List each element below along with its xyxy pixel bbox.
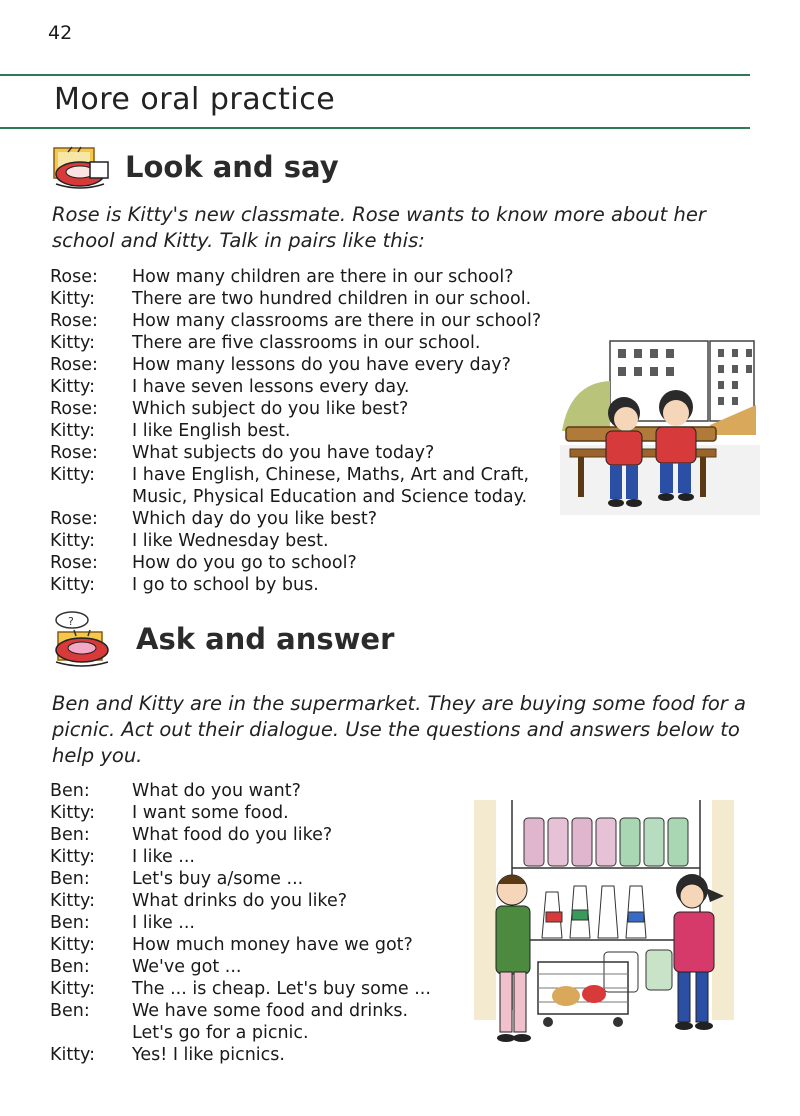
bottom-rule	[0, 127, 750, 129]
speaker: Ben:	[50, 781, 90, 801]
speaker: Ben:	[50, 869, 90, 889]
dialogue-line	[50, 552, 541, 574]
dialogue-line	[50, 912, 431, 934]
dialogue-line	[50, 1044, 431, 1066]
dialogue-line	[50, 310, 541, 332]
section-title-look-and-say: Look and say	[125, 150, 339, 184]
utterance: How much money have we got?	[132, 935, 413, 955]
top-rule	[0, 74, 750, 76]
utterance: I like English best.	[132, 421, 291, 441]
speaker: Kitty:	[50, 847, 96, 867]
dialogue-line	[50, 464, 541, 486]
dialogue-ask-and-answer	[50, 780, 431, 1066]
dialogue-line	[50, 956, 431, 978]
dialogue-line	[50, 890, 431, 912]
speaker: Kitty:	[50, 421, 96, 441]
dialogue-line	[50, 780, 431, 802]
utterance: I go to school by bus.	[132, 575, 319, 595]
dialogue-line	[50, 398, 541, 420]
speaker: Kitty:	[50, 333, 96, 353]
speaker: Kitty:	[50, 935, 96, 955]
utterance: What do you want?	[132, 781, 301, 801]
dialogue-line	[50, 978, 431, 1000]
utterance: Let's buy a/some ...	[132, 869, 304, 889]
dialogue-line	[50, 824, 431, 846]
utterance: I have seven lessons every day.	[132, 377, 410, 397]
utterance: I want some food.	[132, 803, 289, 823]
dialogue-line	[50, 802, 431, 824]
utterance: We have some food and drinks.	[132, 1001, 409, 1021]
dialogue-line	[50, 420, 541, 442]
speaker: Rose:	[50, 509, 98, 529]
utterance: I have English, Chinese, Maths, Art and Craft,	[132, 465, 530, 485]
question-bubble-teacher-icon	[50, 610, 114, 670]
utterance: There are two hundred children in our school.	[132, 289, 532, 309]
dialogue-line	[50, 1022, 431, 1044]
utterance: Yes! I like picnics.	[132, 1045, 285, 1065]
speaker: Kitty:	[50, 891, 96, 911]
utterance: Which day do you like best?	[132, 509, 378, 529]
dialogue-line	[50, 868, 431, 890]
page-number: 42	[48, 22, 73, 44]
utterance: The ... is cheap. Let's buy some ...	[132, 979, 431, 999]
utterance: What subjects do you have today?	[132, 443, 435, 463]
utterance: What food do you like?	[132, 825, 333, 845]
utterance: There are five classrooms in our school.	[132, 333, 481, 353]
dialogue-line	[50, 486, 541, 508]
girls-on-bench-illustration	[560, 335, 760, 515]
intro-look-and-say: Rose is Kitty's new classmate. Rose wants to know more about her school and Kitty. Talk in pairs like this:	[52, 203, 706, 252]
utterance: Music, Physical Education and Science today.	[132, 487, 528, 507]
chapter-title: More oral practice	[54, 82, 336, 117]
speaker: Rose:	[50, 267, 98, 287]
speaker: Kitty:	[50, 289, 96, 309]
speaker: Rose:	[50, 355, 98, 375]
utterance: I like Wednesday best.	[132, 531, 329, 551]
utterance: How do you go to school?	[132, 553, 357, 573]
dialogue-line	[50, 332, 541, 354]
dialogue-line	[50, 846, 431, 868]
dialogue-line	[50, 1000, 431, 1022]
dialogue-line	[50, 288, 541, 310]
speaker	[50, 486, 132, 508]
dialogue-line	[50, 442, 541, 464]
section-title-ask-and-answer: Ask and answer	[136, 622, 395, 656]
speaker	[50, 1022, 132, 1044]
speaker: Rose:	[50, 399, 98, 419]
teacher-at-desk-icon	[50, 146, 112, 190]
speaker: Kitty:	[50, 803, 96, 823]
dialogue-line	[50, 266, 541, 288]
utterance: What drinks do you like?	[132, 891, 347, 911]
speaker: Ben:	[50, 825, 90, 845]
utterance: I like ...	[132, 847, 195, 867]
dialogue-look-and-say	[50, 266, 541, 596]
speaker: Rose:	[50, 443, 98, 463]
speaker: Ben:	[50, 957, 90, 977]
dialogue-line	[50, 574, 541, 596]
speaker: Kitty:	[50, 1045, 96, 1065]
dialogue-line	[50, 376, 541, 398]
speaker: Kitty:	[50, 531, 96, 551]
speaker: Rose:	[50, 311, 98, 331]
speaker: Kitty:	[50, 465, 96, 485]
dialogue-line	[50, 508, 541, 530]
speaker: Ben:	[50, 913, 90, 933]
speaker: Rose:	[50, 553, 98, 573]
speaker: Kitty:	[50, 979, 96, 999]
dialogue-line	[50, 934, 431, 956]
dialogue-line	[50, 530, 541, 552]
speaker: Kitty:	[50, 575, 96, 595]
intro-ask-and-answer: Ben and Kitty are in the supermarket. They are buying some food for a picnic. Act out their dialogue. Use the questions and answers below to help you.	[52, 692, 746, 767]
utterance: How many classrooms are there in our school?	[132, 311, 542, 331]
utterance: I like ...	[132, 913, 195, 933]
utterance: Which subject do you like best?	[132, 399, 409, 419]
supermarket-illustration	[474, 800, 744, 1060]
dialogue-line	[50, 354, 541, 376]
utterance: We've got ...	[132, 957, 242, 977]
utterance: How many lessons do you have every day?	[132, 355, 511, 375]
speaker: Ben:	[50, 1001, 90, 1021]
speaker: Kitty:	[50, 377, 96, 397]
utterance: Let's go for a picnic.	[132, 1023, 309, 1043]
svg-text:?: ?	[68, 615, 74, 628]
utterance: How many children are there in our school?	[132, 267, 514, 287]
